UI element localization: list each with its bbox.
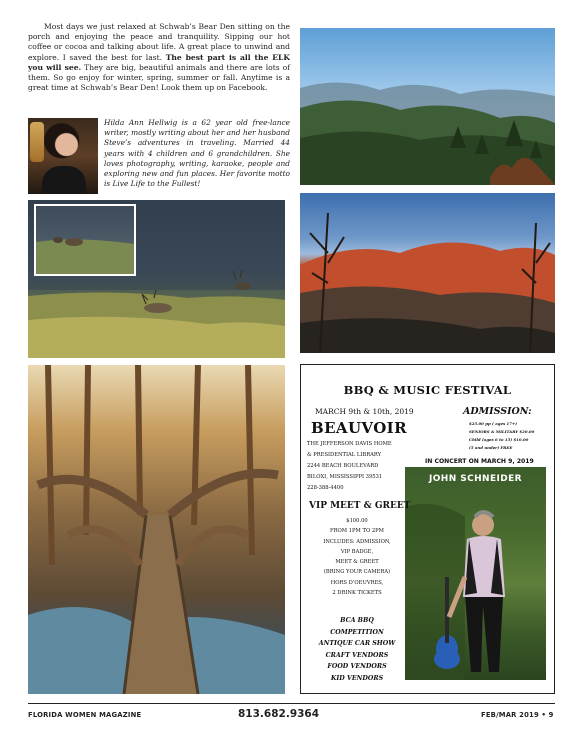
ad-vip-line: INCLUDES: ADMISSION, xyxy=(323,538,391,545)
footer-magazine-name: FLORIDA WOMEN MAGAZINE xyxy=(28,711,142,719)
ad-vendor-item: FOOD VENDORS xyxy=(327,663,387,670)
ad-vendor-item: ANTIQUE CAR SHOW xyxy=(318,640,396,647)
author-bio: Hilda Ann Hellwig is a 62 year old free-lance writer, mostly writing about her and her husband Steve’s adventures in traveling. Married 44 years with 4 children and 6 grandchildren. She loves photography, writing, karaoke, people and exploring new and fun places. Her favorite motto is Live Life to the Fullest! xyxy=(104,118,290,189)
ad-vip-line: 2 DRINK TICKETS xyxy=(332,590,382,597)
artist-figure-illustration xyxy=(405,467,546,680)
ad-admission-price: Child (ages 6 to 15) $10.00 xyxy=(469,437,529,442)
ad-vendor-item: BCA BBQ xyxy=(340,617,374,624)
ad-vip-title: VIP MEET & GREET xyxy=(309,501,411,511)
photo-mountain-vista xyxy=(300,28,555,185)
ad-vip-details xyxy=(301,516,413,598)
intro-text-part1: Most days we just relaxed at Schwab’s Bear Den sitting on the porch and enjoying the peace and tranquility. Sipping our hot coffee or cocoa and talking about life. A great place to unwind and explore. I saved the best for last. xyxy=(28,22,290,62)
ad-title: BBQ & MUSIC FESTIVAL xyxy=(343,383,512,397)
ad-admission-title: ADMISSION: xyxy=(463,406,532,417)
ad-vendor-list xyxy=(301,615,413,684)
author-photo-figure xyxy=(42,166,86,194)
ad-vip-line: MEET & GREET xyxy=(335,559,379,566)
mountain-vista-illustration xyxy=(300,28,555,185)
ad-library-line2: & PRESIDENTIAL LIBRARY xyxy=(307,452,382,458)
ad-vendor-item: CRAFT VENDORS xyxy=(325,651,389,659)
intro-text-part2: They are big, beautiful animals and there are lots of them. So go enjoy for winter, spring, summer or fall. Anytime is a great time at Schwab’s Bear Den! Look them up on Facebook. xyxy=(28,62,290,93)
ad-dates: MARCH 9th & 10th, 2019 xyxy=(315,407,414,416)
photo-wooden-bridge xyxy=(28,365,285,694)
ad-artist-name: JOHN SCHNEIDER xyxy=(429,474,522,484)
ad-vendor-item: KID VENDORS xyxy=(330,674,384,682)
ad-phone: 228-388-4400 xyxy=(307,485,344,491)
ad-admission-price: (5 and under) FREE xyxy=(469,445,513,450)
footer-phone: 813.682.9364 xyxy=(238,708,320,720)
ad-admission-price: SENIORS & MILITARY $20.00 xyxy=(469,429,535,434)
red-mountain-illustration xyxy=(300,193,555,353)
footer-divider xyxy=(28,703,555,704)
author-photo-lamp xyxy=(30,122,44,162)
wooden-bridge-illustration xyxy=(28,365,285,694)
ad-concert-date: IN CONCERT ON MARCH 9, 2019 xyxy=(425,458,534,465)
ad-vip-line: FROM 1PM TO 2PM xyxy=(330,528,384,535)
ad-artist-photo xyxy=(405,467,546,680)
ad-address: 2244 BEACH BOULEVARD xyxy=(307,463,379,469)
ad-vip-line: (BRING YOUR CAMERA) xyxy=(323,569,391,576)
ad-library-line1: THE JEFFERSON DAVIS HOME xyxy=(307,441,392,447)
photo-red-mountain xyxy=(300,193,555,353)
ad-city: BILOXI, MISSISSIPPI 39531 xyxy=(307,474,383,480)
ad-admission-price: $25.00 pp ( ages 17+) xyxy=(469,421,518,426)
footer-issue-page: FEB/MAR 2019 • 9 xyxy=(481,711,554,719)
author-photo xyxy=(28,118,98,194)
intro-text-bold: The best part is all the ELK you will see. xyxy=(28,52,290,72)
elk-inset-illustration xyxy=(36,206,134,274)
ad-vip-line: VIP BADGE, xyxy=(340,548,374,555)
ad-vip-line: $100.00 xyxy=(346,518,368,524)
ad-venue: BEAUVOIR xyxy=(311,419,407,437)
article-body-paragraph xyxy=(28,22,290,93)
ad-vendor-item: COMPETITION xyxy=(330,628,384,636)
photo-elk-inset xyxy=(34,204,136,276)
ad-vip-line: HORS D’OEUVRES, xyxy=(330,579,384,586)
bbq-festival-ad xyxy=(300,364,555,694)
